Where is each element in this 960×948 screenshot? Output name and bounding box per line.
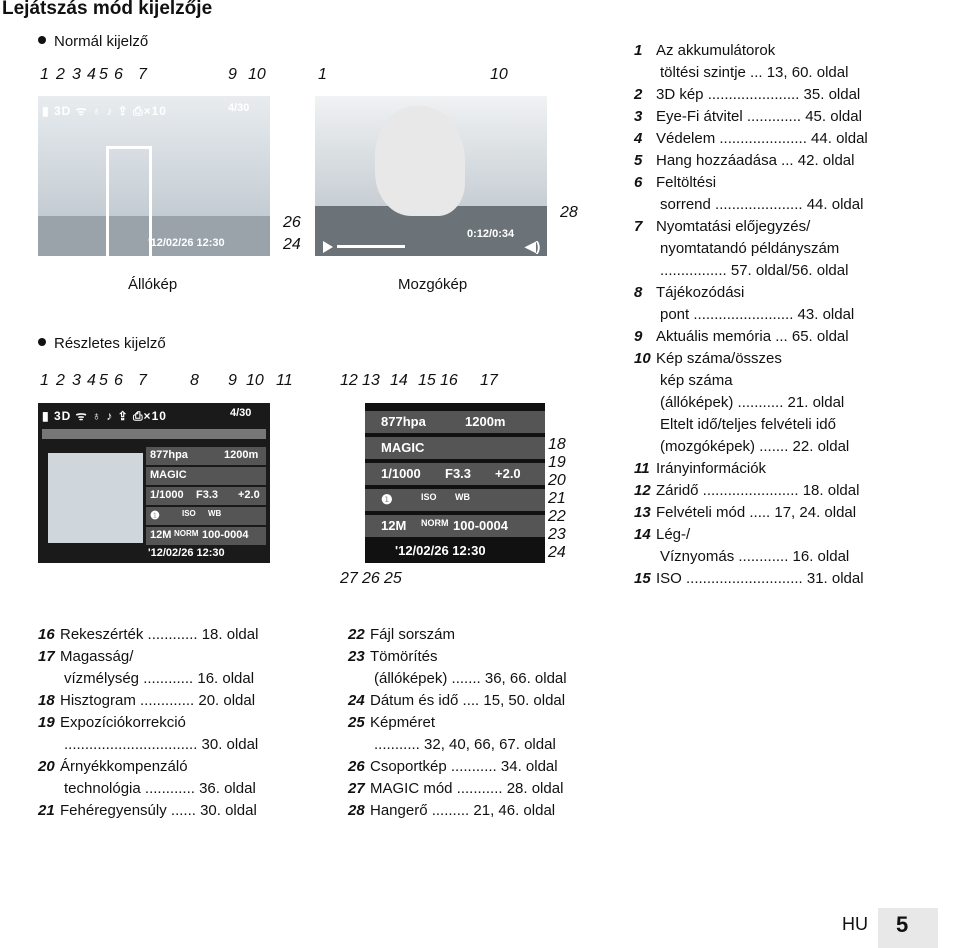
legend-text: Csoportkép ........... 34. oldal [370,758,558,775]
legend-item [634,40,954,62]
legend-text: Nyomtatási előjegyzés/ [656,218,811,235]
legend-number: 4 [634,130,643,147]
legend-text: Kép száma/összes [656,350,782,367]
legend-item [634,282,954,304]
legend-number: 22 [348,626,365,643]
legend-number: 14 [634,526,651,543]
callout-number: 3 [72,66,81,83]
legend-item [38,712,328,734]
legend-number: 17 [38,648,55,665]
legend-number: 2 [634,86,643,103]
play-icon [323,241,333,253]
callout-number: 26 [362,570,380,587]
callout-number: 9 [228,66,237,83]
status-icons: ▮ 3D ᯤ ♁ ♪ ⇪ ⎙×10 [42,104,167,118]
page-title: Lejátszás mód kijelzője [2,0,213,19]
legend-text-continued: ................................ 30. oldal [64,736,259,753]
callout-number: 23 [548,526,566,543]
legend-number: 7 [634,218,643,235]
legend-text: Tömörítés [370,648,438,665]
callout-number: 1 [40,372,49,389]
legend-text: Expozíciókorrekció [60,714,186,731]
legend-text-continued: sorrend ..................... 44. oldal [660,196,864,213]
legend-item [634,216,954,238]
legend-item [634,106,954,128]
callout-1-movie: 1 [318,66,327,83]
thumbnail [48,453,143,543]
callout-number: 6 [114,372,123,389]
legend-item [634,348,954,370]
legend-number: 24 [348,692,365,709]
progress-bar [337,245,405,248]
callout-28: 28 [560,204,578,221]
legend-text-continued: (állóképek) ........... 21. oldal [660,394,845,411]
legend-text: Az akkumulátorok [656,42,776,59]
callout-number: 8 [190,372,199,389]
callout-number: 18 [548,436,566,453]
detail-screen-small [38,403,270,563]
callout-number: 24 [548,544,566,561]
legend-text: Dátum és idő .... 15, 50. oldal [370,692,566,709]
callout-number: 20 [548,472,566,489]
legend-number: 16 [38,626,55,643]
legend-item [634,84,954,106]
callout-number: 19 [548,454,566,471]
detail-large-date: '12/02/26 12:30 [395,543,486,558]
callout-number: 7 [138,372,147,389]
callout-26: 26 [283,214,301,231]
legend-text: Képméret [370,714,436,731]
legend-text: ISO ............................ 31. oldal [656,570,864,587]
legend-text: Lég-/ [656,526,691,543]
legend-text-continued: ................ 57. oldal/56. oldal [660,262,849,279]
legend-item [634,172,954,194]
legend-item [348,646,628,668]
legend-text: Aktuális memória ... 65. oldal [656,328,849,345]
legend-number: 13 [634,504,651,521]
legend-text-continued: ........... 32, 40, 66, 67. oldal [374,736,556,753]
info-panel: 877hpa 1200m MAGIC 1/1000 F3.3 +2.0 ❶ ISO WB 12M NORM 100-0004 [146,443,266,551]
callout-number: 12 [340,372,358,389]
legend-number: 10 [634,350,651,367]
legend-item [348,778,628,800]
legend-text: Hangerő ......... 21, 46. oldal [370,802,556,819]
legend-text: Árnyékkompenzáló [60,758,188,775]
still-caption: Állókép [128,276,178,293]
legend-item [634,480,954,502]
callout-number: 25 [384,570,402,587]
legend-item [634,128,954,150]
direction-bar [42,429,266,439]
legend-item [348,690,628,712]
legend-text-continued: nyomtatandó példányszám [660,240,840,257]
legend-item [348,800,628,822]
callout-number: 15 [418,372,436,389]
legend-item [348,712,628,734]
detail-status-icons: ▮ 3D ᯤ ♁ ♪ ⇪ ⎙×10 [42,409,167,423]
callout-number: 11 [276,372,293,389]
legend-item [38,646,328,668]
legend-number: 19 [38,714,55,731]
legend-text: Rekeszérték ............ 18. oldal [60,626,259,643]
page-number: 5 [896,912,909,937]
legend-text: Védelem ..................... 44. oldal [656,130,868,147]
legend-item [38,800,328,822]
legend-number: 8 [634,284,643,301]
callout-number: 21 [548,490,566,507]
callout-number: 1 [40,66,49,83]
legend-number: 1 [634,42,643,59]
legend-text-continued: Víznyomás ............ 16. oldal [660,548,850,565]
callout-number: 10 [248,66,266,83]
legend-number: 6 [634,174,643,191]
seagull [375,106,465,216]
volume-icon: ◀) [525,238,541,254]
callout-24: 24 [283,236,301,253]
legend-text-continued: kép száma [660,372,733,389]
callout-number: 7 [138,66,147,83]
detail-date: '12/02/26 12:30 [148,547,225,559]
legend-number: 11 [634,460,650,477]
callout-number: 9 [228,372,237,389]
lifeguard-tower [106,146,152,256]
callout-number: 10 [246,372,264,389]
legend-number: 9 [634,328,643,345]
legend-text-continued: pont ........................ 43. oldal [660,306,855,323]
legend-text-continued: technológia ............ 36. oldal [64,780,256,797]
legend-item [348,624,628,646]
legend-number: 27 [348,780,365,797]
detail-display-label: Részletes kijelző [38,335,166,352]
callout-number: 2 [56,66,65,83]
movie-time: 0:12/0:34 [467,228,515,240]
legend-item [38,690,328,712]
callout-number: 27 [340,570,358,587]
callout-number: 16 [440,372,458,389]
legend-number: 3 [634,108,643,125]
legend-number: 5 [634,152,643,169]
callout-number: 13 [362,372,380,389]
legend-number: 18 [38,692,55,709]
normal-display-label: Normál kijelző [38,33,148,50]
legend-number: 15 [634,570,651,587]
legend-text: Fehéregyensúly ...... 30. oldal [60,802,257,819]
footer-lang: HU [842,914,868,934]
legend-text: Irányinformációk [656,460,767,477]
legend-text: Záridő ....................... 18. oldal [656,482,860,499]
legend-text-continued: (mozgóképek) ....... 22. oldal [660,438,850,455]
still-image-screen [38,96,270,256]
legend-text: Hang hozzáadása ... 42. oldal [656,152,855,169]
movie-caption: Mozgókép [398,276,468,293]
legend-number: 23 [348,648,365,665]
legend-number: 21 [38,802,55,819]
legend-number: 28 [348,802,365,819]
detail-image-counter: 4/30 [230,407,252,419]
callout-number: 4 [87,66,96,83]
callout-number: 5 [99,66,108,83]
legend-text: Feltöltési [656,174,717,191]
legend-number: 26 [348,758,365,775]
legend-text-continued: (állóképek) ....... 36, 66. oldal [374,670,567,687]
callout-10-movie: 10 [490,66,508,83]
legend-number: 25 [348,714,365,731]
legend-text: Felvételi mód ..... 17, 24. oldal [656,504,857,521]
legend-text: Eye-Fi átvitel ............. 45. oldal [656,108,862,125]
callout-number: 3 [72,372,81,389]
callout-number: 2 [56,372,65,389]
legend-text-continued: vízmélység ............ 16. oldal [64,670,255,687]
movie-screen [315,96,547,256]
legend-text: Tájékozódási [656,284,745,301]
legend-number: 12 [634,482,651,499]
legend-item [348,756,628,778]
legend-text: Fájl sorszám [370,626,456,643]
legend-item [634,150,954,172]
callout-number: 22 [548,508,566,525]
date-time: '12/02/26 12:30 [148,237,225,249]
legend-text: 3D kép ...................... 35. oldal [656,86,861,103]
legend-text: Hisztogram ............. 20. oldal [60,692,256,709]
legend-item [634,458,954,480]
legend-item [634,568,954,590]
legend-item [634,502,954,524]
legend-text-continued: töltési szintje ... 13, 60. oldal [660,64,849,81]
legend-text: Magasság/ [60,648,134,665]
legend-text-continued: Eltelt idő/teljes felvételi idő [660,416,836,433]
detail-screen-large: 877hpa 1200m MAGIC 1/1000 F3.3 +2.0 ❶ ISO WB 12M NORM 100-0004 '12/02/26 12:30 [365,403,545,563]
legend-item [634,524,954,546]
legend-text: MAGIC mód ........... 28. oldal [370,780,564,797]
callout-number: 5 [99,372,108,389]
callout-number: 17 [480,372,498,389]
legend-item [38,756,328,778]
callout-number: 6 [114,66,123,83]
legend-item [38,624,328,646]
legend-number: 20 [38,758,55,775]
callout-number: 4 [87,372,96,389]
image-counter: 4/30 [228,102,250,114]
callout-number: 14 [390,372,408,389]
legend-item [634,326,954,348]
